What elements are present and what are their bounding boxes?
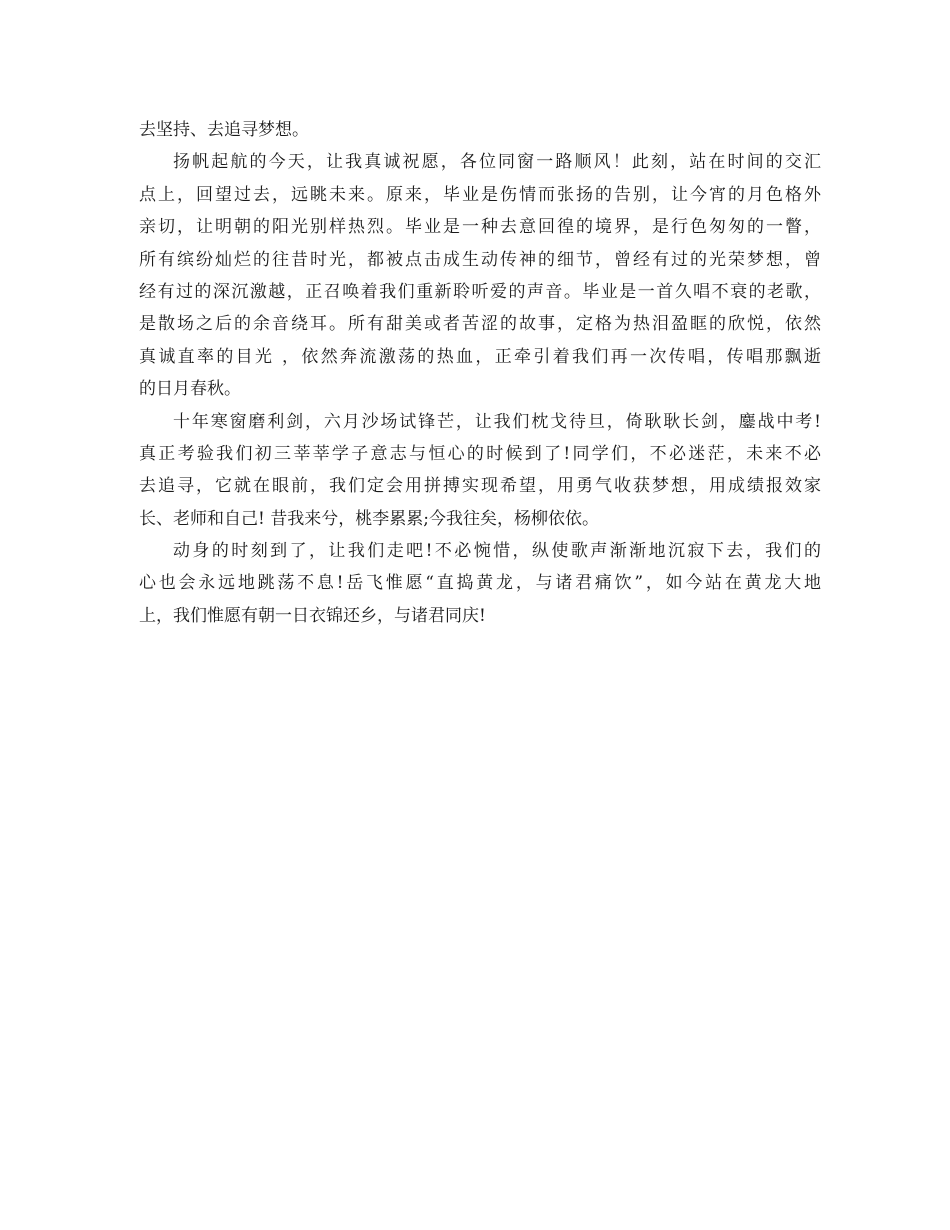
paragraph [139,114,821,146]
text-line: 心也会永远地跳荡不息!岳飞惟愿“直捣黄龙，与诸君痛饮”，如今站在黄龙大地 [139,573,821,594]
document-body [139,114,821,632]
text-line: 上，我们惟愿有朝一日衣锦还乡，与诸君同庆! [139,605,486,626]
text-line: 真正考验我们初三莘莘学子意志与恒心的时候到了!同学们，不必迷茫，未来不必 [139,443,821,464]
text-line: 是散场之后的余音绕耳。所有甜美或者苦涩的故事，定格为热泪盈眶的欣悦，依然 [139,314,821,335]
text-line: 去追寻，它就在眼前，我们定会用拼搏实现希望，用勇气收获梦想，用成绩报效家 [139,476,821,497]
text-line: 长、老师和自己! 昔我来兮，桃李累累;今我往矣，杨柳依依。 [139,508,599,529]
paragraph [139,406,821,536]
text-line: 动身的时刻到了，让我们走吧!不必惋惜，纵使歌声渐渐地沉寂下去，我们的 [173,541,821,562]
text-line: 的日月春秋。 [139,379,241,400]
text-line: 亲切，让明朝的阳光别样热烈。毕业是一种去意回徨的境界，是行色匆匆的一瞥， [139,217,821,238]
paragraph [139,535,821,632]
text-line: 去坚持、去追寻梦想。 [139,120,309,140]
text-line: 所有缤纷灿烂的往昔时光，都被点击成生动传神的细节，曾经有过的光荣梦想，曾 [139,249,821,270]
text-line: 十年寒窗磨利剑，六月沙场试锋芒，让我们枕戈待旦，倚耿耿长剑，鏖战中考! [173,411,821,432]
text-line: 真诚直率的目光 ，依然奔流激荡的热血，正牵引着我们再一次传唱，传唱那飘逝 [139,346,821,367]
text-line: 点上，回望过去，远眺未来。原来，毕业是伤情而张扬的告别，让今宵的月色格外 [139,184,821,205]
paragraph [139,146,821,405]
text-line: 经有过的深沉激越，正召唤着我们重新聆听爱的声音。毕业是一首久唱不衰的老歌， [139,281,821,302]
text-line: 扬帆起航的今天，让我真诚祝愿，各位同窗一路顺风！此刻，站在时间的交汇 [173,152,821,173]
